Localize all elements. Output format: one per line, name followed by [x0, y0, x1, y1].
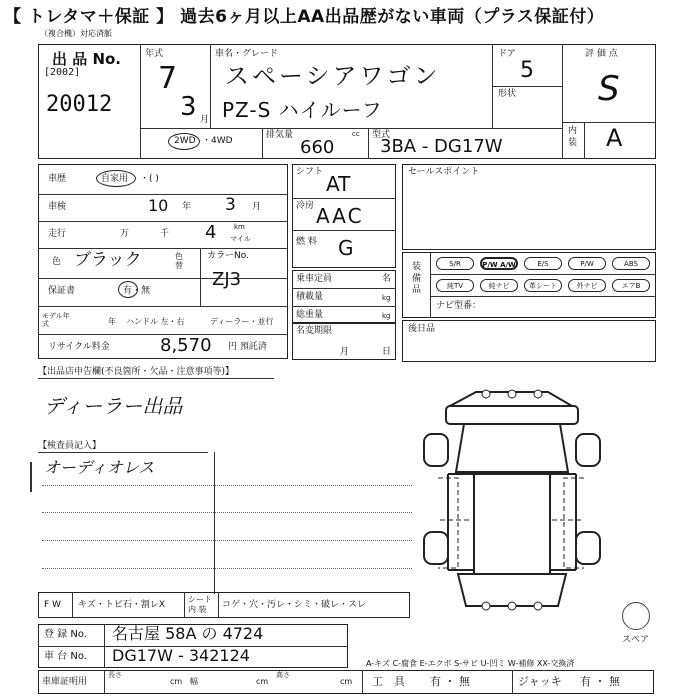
name-change-label: 名変期限	[296, 326, 333, 336]
seat-label: シート 内 装	[188, 595, 212, 614]
dealer-label: ディーラー・並行	[210, 317, 274, 326]
sales-point-label: セールスポイント	[408, 167, 480, 177]
chassis-label: 車 台 No.	[44, 651, 87, 662]
mileage-unit-mile: マイル	[230, 235, 251, 243]
lot-label: 出 品 No.	[52, 50, 122, 68]
inspection-year-unit: 年	[182, 202, 192, 212]
color-code-label: カラーNo.	[207, 251, 249, 261]
color-code-value: ZJ3	[212, 269, 242, 290]
door-value: 5	[520, 58, 534, 83]
spare-label: スペア	[622, 635, 650, 645]
equipment-item: S/R	[436, 257, 474, 270]
drive-2wd: 2WD	[174, 136, 196, 146]
name-change-month: 月	[340, 347, 350, 357]
equipment-item: エアB	[612, 279, 650, 292]
damage-legend: A-キズ C-腐食 E-エクボ S-サビ U-凹ミ W-補修 XX-交換済	[366, 659, 575, 668]
cert-label: 車庫証明用	[42, 677, 88, 687]
ac-label: 冷房	[296, 201, 315, 211]
load-label: 積載量	[296, 292, 324, 302]
cert-length: 長さ	[108, 671, 122, 679]
month-value: 3	[180, 92, 197, 122]
equipment-item: P/W	[568, 257, 606, 270]
body-label: 形状	[498, 89, 517, 99]
warranty-options: 有・無	[123, 286, 151, 296]
gross-label: 総重量	[296, 310, 324, 320]
cert-cm-3: cm	[340, 677, 353, 686]
year-label: 年式	[145, 49, 164, 59]
capacity-label: 乗車定員	[296, 274, 333, 284]
shift-label: シフト	[296, 167, 324, 177]
history-value: 自家用	[101, 174, 129, 184]
lot-subcode: [2002]	[44, 67, 81, 78]
shift-value: AT	[326, 172, 351, 196]
capacity-unit: 名	[382, 274, 392, 284]
model-value: 3BA - DG17W	[380, 136, 503, 157]
jack-value: 有 ・ 無	[580, 675, 620, 688]
car-name: スペーシアワゴン	[225, 62, 441, 90]
equipment-item: P/W A/W	[480, 257, 518, 270]
banner-title: 【 トレタマ＋保証 】 過去6ヶ月以上AA出品歴がない車両（プラス保証付）	[4, 7, 605, 27]
year-value: 7	[158, 61, 178, 96]
tools-value: 有 ・ 無	[430, 675, 470, 688]
color-value: ブラック	[74, 250, 142, 270]
aftermarket-label: 後日品	[408, 324, 436, 334]
score-value: S	[598, 69, 620, 109]
seat-desc: コゲ・穴・汚レ・シミ・破レ・スレ	[222, 600, 367, 610]
grade: PZ-S ハイルーフ	[222, 98, 383, 122]
equipment-item: ABS	[612, 257, 650, 270]
fuel-label: 燃 料	[296, 237, 317, 247]
recycle-label: リサイクル料金	[48, 342, 110, 352]
mileage-unit-sen: 千	[160, 229, 170, 239]
fw-desc: キズ・トビ石・割レX	[78, 600, 165, 610]
door-label: ドア	[498, 49, 516, 59]
car-diagram	[418, 384, 604, 616]
recycle-value: 8,570	[160, 335, 212, 356]
model-year-unit: 年	[108, 317, 116, 326]
mileage-value: 4	[205, 222, 217, 243]
cert-height: 高さ	[276, 671, 290, 679]
name-label: 車名・グレード	[215, 49, 279, 59]
equipment-label: 装 備 品	[412, 262, 422, 296]
score-label: 評 価 点	[585, 49, 618, 59]
drive-4wd: ・4WD	[202, 136, 233, 146]
mileage-label: 走行	[48, 229, 67, 239]
inspection-year: 10	[148, 196, 169, 215]
equipment-item: 純ナビ	[480, 279, 518, 292]
cert-cm-1: cm	[170, 677, 183, 686]
subnote: （複合機）対応済脈	[40, 29, 112, 38]
name-change-day: 日	[382, 347, 392, 357]
navi-label: ナビ型番：	[436, 301, 482, 311]
tools-label: 工 具	[372, 675, 405, 688]
cert-width: 幅	[190, 677, 198, 686]
inspector-text: オーディオレス	[44, 458, 155, 477]
displacement-label: 排気量	[266, 130, 294, 140]
aftermarket-block	[402, 320, 656, 362]
inspection-label: 車検	[48, 202, 67, 212]
mileage-unit-man: 万	[120, 229, 130, 239]
recycle-unit: 円 預託済	[228, 342, 267, 352]
inspection-month-unit: 月	[252, 202, 262, 212]
reg-value: 名古屋 58A の 4724	[112, 624, 264, 643]
displacement-value: 660	[300, 137, 335, 158]
jack-label: ジャッキ	[518, 675, 562, 688]
fw-label: F W	[44, 600, 61, 610]
month-unit: 月	[200, 115, 210, 125]
mileage-unit-km: km	[234, 223, 245, 231]
interior-value: A	[606, 124, 623, 152]
inspector-label: 【検査員記入】	[38, 441, 102, 451]
history-label: 車歴	[48, 174, 67, 184]
equipment-item: 革シート	[524, 279, 562, 292]
history-tail: ・( )	[140, 174, 159, 184]
equipment-item: 外ナビ	[568, 279, 606, 292]
fuel-value: G	[338, 236, 354, 260]
interior-label: 内 装	[568, 126, 578, 148]
cert-cm-2: cm	[256, 677, 269, 686]
warranty-label: 保証書	[48, 286, 76, 296]
ac-value: AAC	[316, 204, 364, 228]
lot-number: 20012	[46, 92, 113, 117]
displacement-unit: cc	[352, 130, 360, 138]
seller-notes-text: ディーラー出品	[44, 394, 183, 418]
load-unit: kg	[382, 294, 391, 302]
gross-unit: kg	[382, 312, 391, 320]
reg-label: 登 録 No.	[44, 629, 87, 640]
inspection-month: 3	[225, 195, 236, 215]
equipment-item: 純TV	[436, 279, 474, 292]
model-label: 型式	[372, 130, 391, 140]
equipment-item: E/S	[524, 257, 562, 270]
color-change-label: 色替	[175, 252, 183, 270]
color-label: 色	[52, 257, 62, 267]
seller-notes-label: 【出品店申告欄(不良箇所・欠品・注意事項等)】	[38, 367, 235, 377]
spare-tire-icon	[622, 602, 650, 630]
handle-label: ハンドル 左・右	[126, 317, 185, 326]
chassis-value: DG17W - 342124	[112, 646, 250, 665]
model-year-label: モデル年式	[42, 312, 70, 328]
